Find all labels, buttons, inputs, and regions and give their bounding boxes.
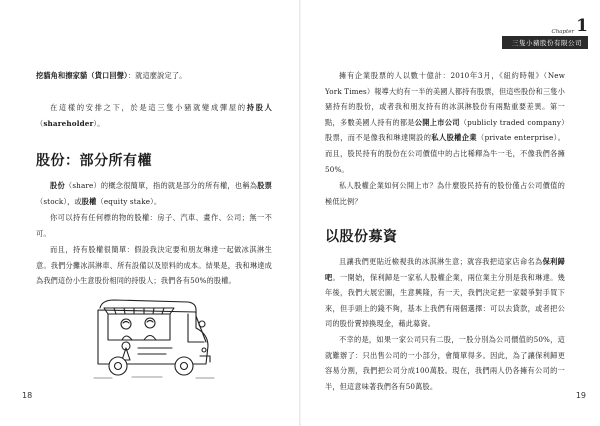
- right-paragraph-1: [325, 68, 565, 177]
- text-segment: （private enterprise）。而且，股民持有的股份在公司價值中的占比稀釋為牛一毛，不像我們各擁50%。: [325, 133, 565, 174]
- text-segment: 股票: [257, 181, 272, 190]
- text-segment: 股權: [81, 196, 97, 206]
- left-paragraph-1: [36, 68, 272, 84]
- chapter-word: Chapter: [551, 29, 575, 35]
- text-segment: 且讓我們更貼近檢視我的冰淇淋生意；就容我把這家店命名為: [339, 257, 543, 266]
- text-segment: 在這樣的安排之下，於是這三隻小豬就變成彈屋的: [50, 103, 247, 112]
- right-page-number: 19: [575, 391, 586, 400]
- left-section-heading: 股份：部分所有權: [36, 153, 152, 169]
- text-segment: ：就這麼說定了。: [127, 71, 187, 80]
- left-paragraph-5: [36, 242, 272, 289]
- left-paragraph-2: [36, 100, 272, 131]
- text-segment: （equity stake）。: [96, 196, 162, 206]
- text-segment: （share）的概念很簡單，指的就是部分的所有權，也稱為: [64, 181, 258, 190]
- left-paragraph-4: [36, 210, 272, 241]
- text-segment: 。一開始，保利歸是一家私人股權企業，兩位業主分別是我和琳達。幾年後，我們大展宏圖，生意興隆，有一天，我們決定把一家競爭對手買下來，但手頭上的錢不夠，基本上我們有兩個選擇：可以去貸款，或者把公司的股份賣掉換現金，藉此募資。: [325, 272, 566, 329]
- left-page: [0, 0, 299, 426]
- text-segment: （: [36, 118, 44, 128]
- chapter-number: 1: [576, 16, 588, 36]
- text-segment: ）。: [93, 118, 105, 128]
- right-paragraph-3: [325, 254, 565, 332]
- text-segment: （publicly traded company）股票，而不是像我和琳達開設的: [325, 117, 565, 143]
- right-page: [301, 0, 600, 426]
- text-segment: 挖貓角和擦家貓（貨口回聲）: [36, 71, 128, 80]
- left-paragraph-3: [36, 178, 272, 209]
- chapter-title-bar: 三隻小豬股份有限公司: [502, 36, 588, 49]
- text-segment: 你可以持有任何標的物的股權：房子、汽車、畫作、公司；無一不可。: [36, 213, 272, 238]
- text-segment: 私人股權企業如何公開上市？為什麼股民持有的股份僅占公司價值的極低比例？: [325, 181, 565, 206]
- right-paragraph-2: [325, 178, 565, 209]
- text-segment: 公開上市公司: [414, 117, 460, 127]
- left-page-number: 18: [22, 391, 33, 400]
- text-segment: 擁有企業股票的人以數十億計：2010年3月，《紐約時報》（New York Times）報導大約有一半的美國人都持有股票，但這些股份和三隻小豬持有的股份，或者我和朋友持有的冰淇淋股份有兩點重要差異。第一點，多數美國人持有的都是: [325, 71, 565, 127]
- right-section-heading: 以股份募資: [325, 229, 398, 245]
- chapter-header: [502, 16, 588, 49]
- text-segment: 保利歸吧: [325, 257, 565, 282]
- text-segment: 不幸的是，如果一家公司只有二股，一股分別為公司價值的50%，這就難辦了：只出售公司的一小部分，會簡單得多。因此，為了讓保利歸更容易分割，我們把公司分成100萬股。現在，我們兩人仍各擁有公司的一半，但這意味著我們各有50萬股。: [325, 335, 565, 391]
- text-segment: 而且，持有股權很簡單：假設我決定要和朋友琳達一起做冰淇淋生意。我們分攤冰淇淋車、所有設備以及原料的成本。結果是，我和琳達成為我們這份小生意股份相同的持股人；我們各有50%的股權。: [36, 245, 272, 286]
- text-segment: 私人股權企業: [431, 133, 477, 143]
- right-paragraph-4: [325, 332, 565, 394]
- text-segment: 股份: [50, 181, 65, 190]
- ice-cream-truck-illustration: [92, 294, 216, 386]
- text-segment: 持股人: [246, 103, 272, 112]
- text-segment: （stock），或: [36, 196, 82, 206]
- text-segment: shareholder: [43, 118, 94, 128]
